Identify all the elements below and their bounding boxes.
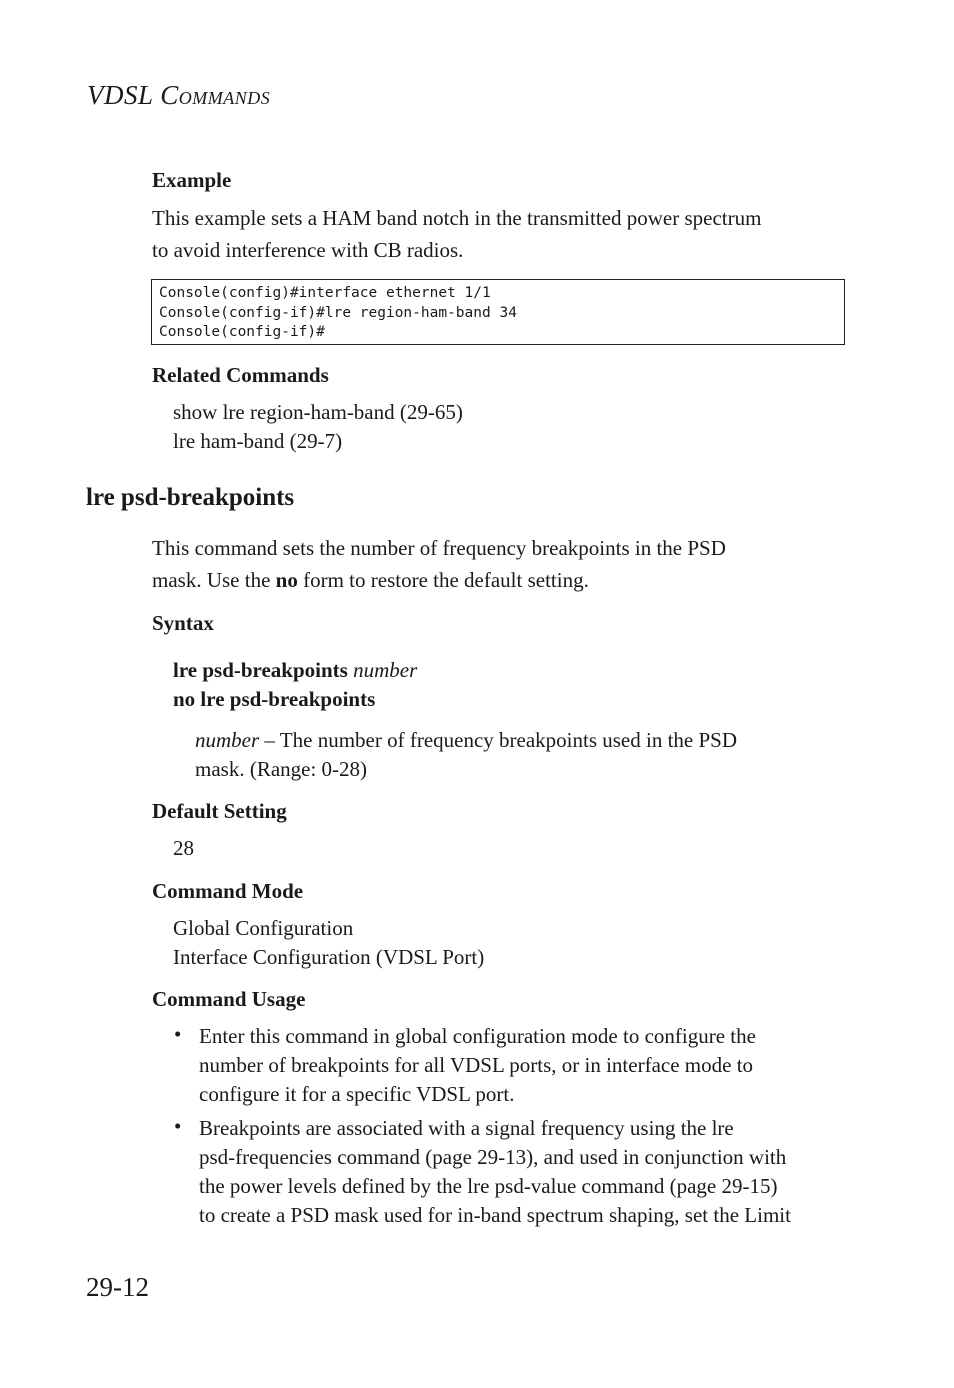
usage-bullet-2-line: Breakpoints are associated with a signal frequency using the lre (199, 1116, 734, 1140)
example-code-block (151, 279, 845, 345)
example-heading: Example (152, 168, 232, 192)
code-line: Console(config-if)#lre region-ham-band 34 (159, 304, 517, 321)
command-mode-item: Global Configuration (173, 916, 354, 940)
running-head-main: VDSL C (87, 80, 179, 110)
command-mode-heading: Command Mode (152, 879, 304, 903)
syntax-heading: Syntax (152, 611, 214, 635)
usage-bullet-2-line: the power levels defined by the lre psd-value command (page 29-15) (199, 1174, 778, 1198)
running-head-small-caps: OMMANDS (178, 88, 271, 108)
related-command-item: show lre region-ham-band (29-65) (173, 400, 463, 424)
command-description-line-2 (152, 564, 589, 596)
usage-bullet-1-line: Enter this command in global configuration mode to configure the (199, 1024, 756, 1048)
page-number: 29-12 (86, 1272, 149, 1302)
usage-bullet-2-line: to create a PSD mask used for in-band spectrum shaping, set the Limit (199, 1203, 791, 1227)
syntax-line-1 (173, 656, 417, 685)
parameter-name: number (195, 728, 260, 752)
running-head (87, 80, 270, 111)
desc-text: mask. Use the (152, 568, 276, 592)
example-text-line-2: to avoid interference with CB radios. (152, 238, 464, 262)
parameter-description-line-2: mask. (Range: 0-28) (195, 757, 368, 781)
command-usage-heading: Command Usage (152, 987, 306, 1011)
command-title: lre psd-breakpoints (86, 484, 295, 511)
parameter-description-line-1 (195, 726, 819, 755)
default-setting-value: 28 (173, 836, 194, 860)
related-command-item: lre ham-band (29-7) (173, 429, 343, 453)
desc-text: form to restore the default setting. (297, 568, 589, 592)
code-line: Console(config-if)# (159, 324, 325, 340)
parameter-desc: – The number of frequency breakpoints used in the PSD (259, 728, 738, 752)
command-mode-item: Interface Configuration (VDSL Port) (173, 945, 485, 969)
syntax-line-2: no lre psd-breakpoints (173, 687, 376, 711)
bullet-marker: • (174, 1022, 182, 1046)
default-setting-heading: Default Setting (152, 799, 287, 823)
syntax-parameter: number (353, 658, 418, 682)
bullet-marker: • (174, 1114, 182, 1138)
usage-bullet-2-line: psd-frequencies command (page 29-13), and used in conjunction with (199, 1145, 787, 1169)
related-commands-heading: Related Commands (152, 363, 329, 387)
syntax-command: lre psd-breakpoints (173, 658, 348, 682)
code-line: Console(config)#interface ethernet 1/1 (159, 285, 491, 301)
usage-bullet-1-line: number of breakpoints for all VDSL ports, or in interface mode to (199, 1053, 754, 1077)
example-text-line-1: This example sets a HAM band notch in the transmitted power spectrum (152, 206, 762, 230)
usage-bullet-1-line: configure it for a specific VDSL port. (199, 1082, 515, 1106)
command-description-line-1: This command sets the number of frequency breakpoints in the PSD (152, 536, 726, 560)
no-keyword: no (275, 568, 298, 592)
